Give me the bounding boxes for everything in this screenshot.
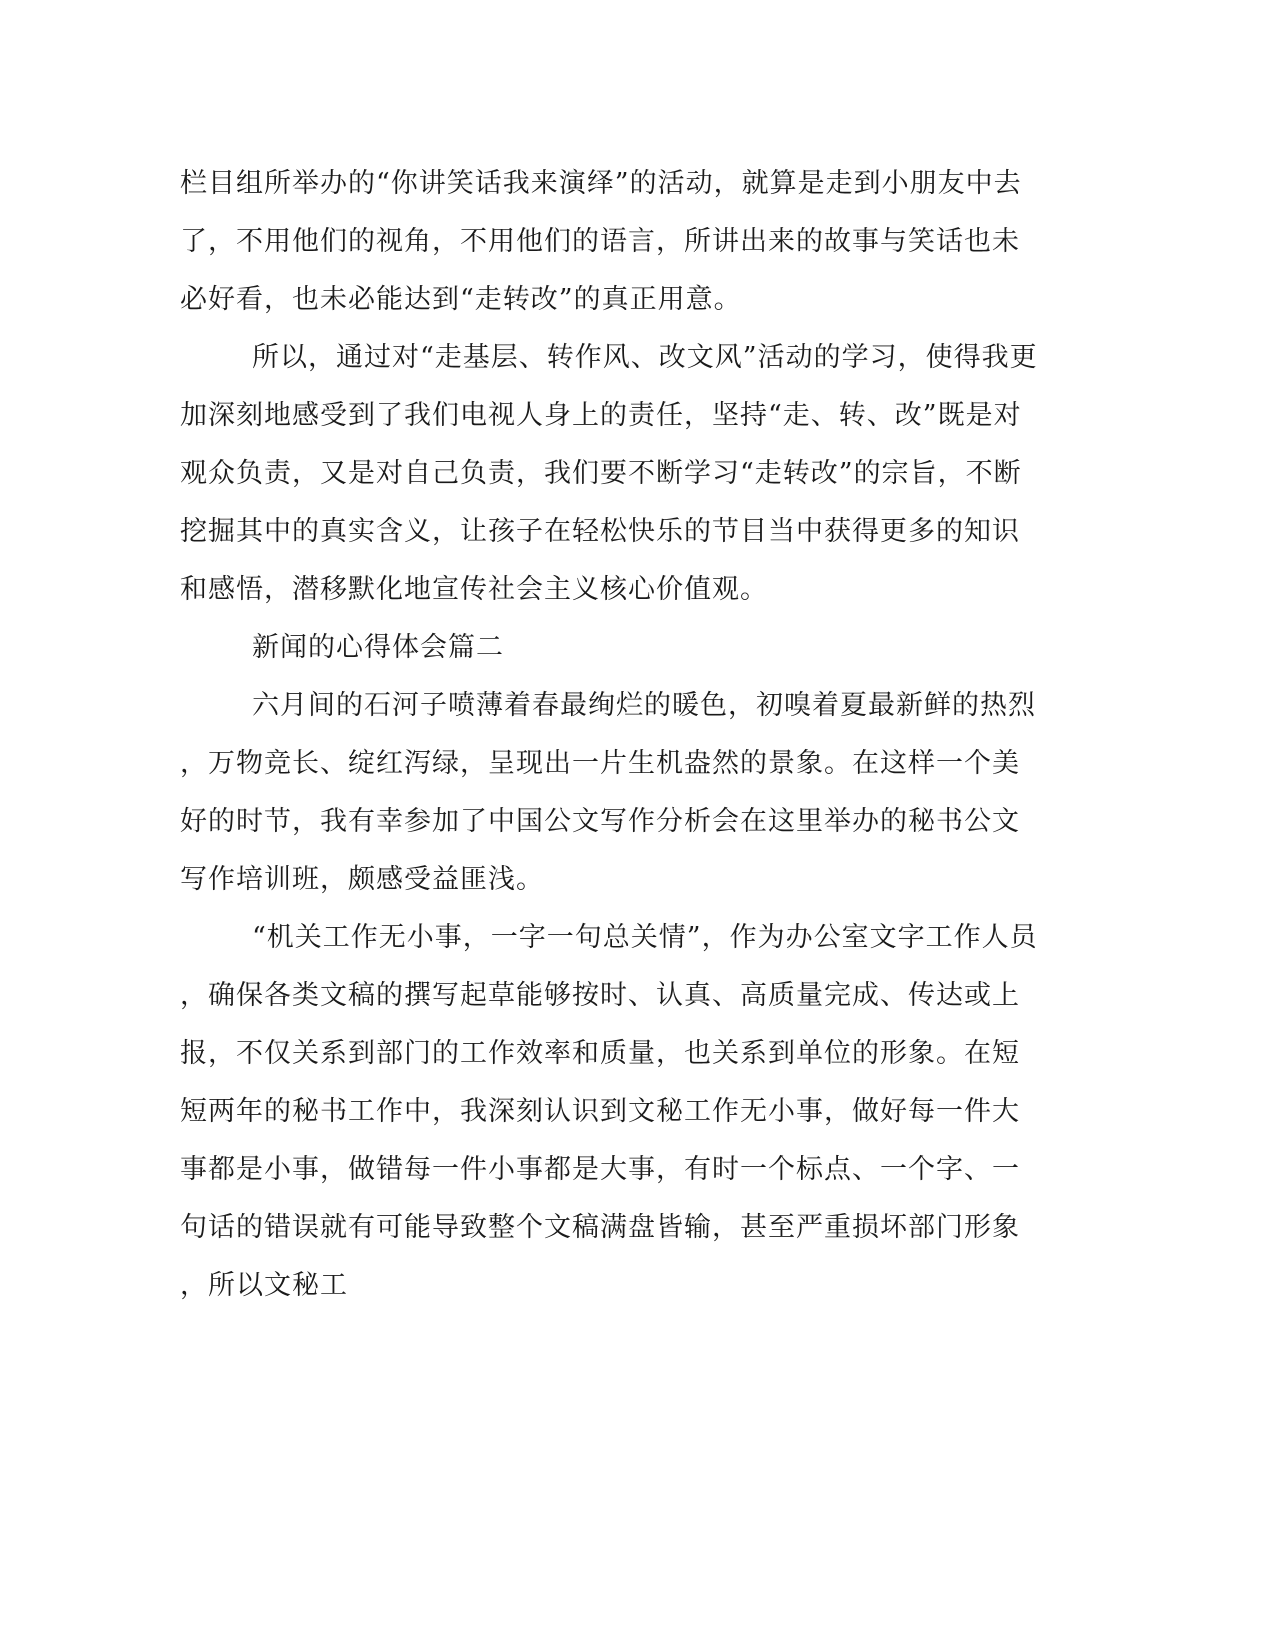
text-line: 报，不仅关系到部门的工作效率和质量，也关系到单位的形象。在短 bbox=[180, 1038, 1020, 1069]
text-line: 和感悟，潜移默化地宣传社会主义核心价值观。 bbox=[180, 574, 768, 605]
text-line: 事都是小事，做错每一件小事都是大事，有时一个标点、一个字、一 bbox=[180, 1154, 1020, 1185]
paragraph-first-line: “机关工作无小事，一字一句总关情”，作为办公室文字工作人员 bbox=[252, 922, 1038, 953]
text-line: 栏目组所举办的“你讲笑话我来演绎”的活动，就算是走到小朋友中去 bbox=[180, 168, 1022, 199]
text-line: 观众负责，又是对自己负责，我们要不断学习“走转改”的宗旨，不断 bbox=[180, 458, 1022, 489]
text-line: 写作培训班，颇感受益匪浅。 bbox=[180, 864, 544, 895]
paragraph-first-line: 所以，通过对“走基层、转作风、改文风”活动的学习，使得我更 bbox=[252, 342, 1038, 373]
text-line: ，确保各类文稿的撰写起草能够按时、认真、高质量完成、传达或上 bbox=[180, 980, 1020, 1011]
paragraph-first-line: 六月间的石河子喷薄着春最绚烂的暖色，初嗅着夏最新鲜的热烈 bbox=[252, 690, 1036, 721]
text-line: 短两年的秘书工作中，我深刻认识到文秘工作无小事，做好每一件大 bbox=[180, 1096, 1020, 1127]
text-line: 挖掘其中的真实含义，让孩子在轻松快乐的节目当中获得更多的知识 bbox=[180, 516, 1020, 547]
text-line: 句话的错误就有可能导致整个文稿满盘皆输，甚至严重损坏部门形象 bbox=[180, 1212, 1020, 1243]
text-line: ，万物竞长、绽红泻绿，呈现出一片生机盎然的景象。在这样一个美 bbox=[180, 748, 1020, 779]
section-heading: 新闻的心得体会篇二 bbox=[252, 632, 504, 663]
text-line: 必好看，也未必能达到“走转改”的真正用意。 bbox=[180, 284, 742, 315]
text-line: 好的时节，我有幸参加了中国公文写作分析会在这里举办的秘书公文 bbox=[180, 806, 1020, 837]
text-line: ，所以文秘工 bbox=[180, 1270, 348, 1301]
text-line: 加深刻地感受到了我们电视人身上的责任，坚持“走、转、改”既是对 bbox=[180, 400, 1022, 431]
text-line: 了，不用他们的视角，不用他们的语言，所讲出来的故事与笑话也未 bbox=[180, 226, 1020, 257]
